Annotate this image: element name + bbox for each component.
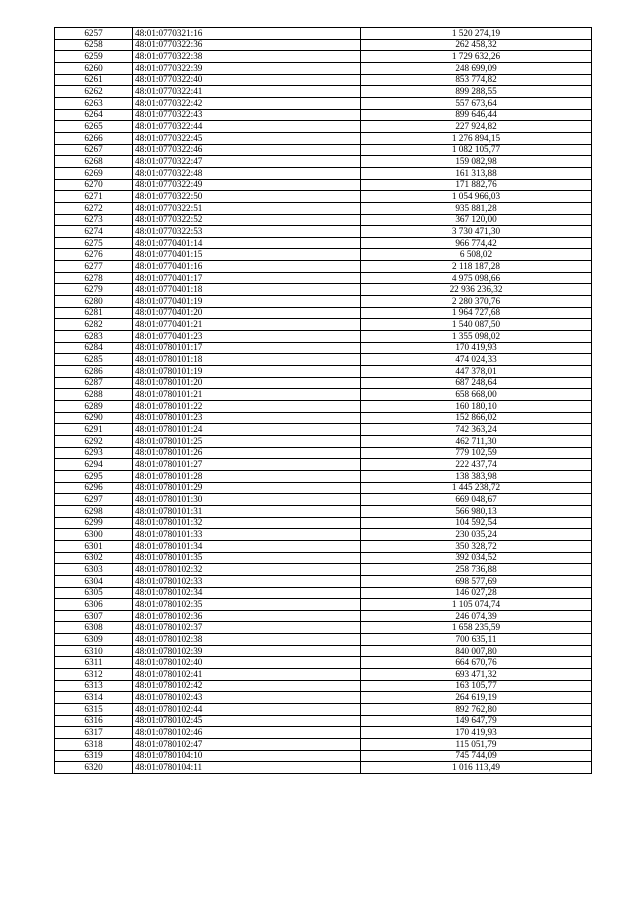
cadastral-value-cell: 227 924,82 xyxy=(361,121,592,133)
cadastral-number-cell: 48:01:0770322:50 xyxy=(133,191,361,203)
cadastral-value-cell: 1 054 966,03 xyxy=(361,191,592,203)
table-row xyxy=(55,39,592,51)
cadastral-value-cell: 246 074,39 xyxy=(361,610,592,622)
row-number-cell: 6287 xyxy=(55,377,133,389)
table-row xyxy=(55,156,592,168)
table-row xyxy=(55,319,592,331)
cadastral-number-cell: 48:01:0780102:40 xyxy=(133,657,361,669)
cadastral-value-cell: 222 437,74 xyxy=(361,459,592,471)
cadastral-number-cell: 48:01:0770322:53 xyxy=(133,226,361,238)
cadastral-number-cell: 48:01:0780101:20 xyxy=(133,377,361,389)
cadastral-number-cell: 48:01:0770401:17 xyxy=(133,272,361,284)
row-number-cell: 6277 xyxy=(55,261,133,273)
cadastral-number-cell: 48:01:0780101:32 xyxy=(133,517,361,529)
cadastral-number-cell: 48:01:0780101:35 xyxy=(133,552,361,564)
cadastral-number-cell: 48:01:0770322:51 xyxy=(133,202,361,214)
cadastral-value-cell: 779 102,59 xyxy=(361,447,592,459)
row-number-cell: 6268 xyxy=(55,156,133,168)
cadastral-number-cell: 48:01:0770322:39 xyxy=(133,62,361,74)
table-row xyxy=(55,459,592,471)
table-row xyxy=(55,412,592,424)
table-row xyxy=(55,109,592,121)
row-number-cell: 6298 xyxy=(55,505,133,517)
row-number-cell: 6267 xyxy=(55,144,133,156)
row-number-cell: 6275 xyxy=(55,237,133,249)
row-number-cell: 6314 xyxy=(55,692,133,704)
row-number-cell: 6319 xyxy=(55,750,133,762)
row-number-cell: 6265 xyxy=(55,121,133,133)
table-row xyxy=(55,424,592,436)
cadastral-value-cell: 1 729 632,26 xyxy=(361,51,592,63)
row-number-cell: 6274 xyxy=(55,226,133,238)
cadastral-number-cell: 48:01:0780104:10 xyxy=(133,750,361,762)
cadastral-value-cell: 138 383,98 xyxy=(361,470,592,482)
table-row xyxy=(55,494,592,506)
row-number-cell: 6294 xyxy=(55,459,133,471)
cadastral-value-cell: 899 288,55 xyxy=(361,86,592,98)
table-row xyxy=(55,762,592,774)
table-row xyxy=(55,74,592,86)
table-row xyxy=(55,377,592,389)
cadastral-value-cell: 392 034,52 xyxy=(361,552,592,564)
row-number-cell: 6261 xyxy=(55,74,133,86)
row-number-cell: 6312 xyxy=(55,669,133,681)
row-number-cell: 6262 xyxy=(55,86,133,98)
row-number-cell: 6283 xyxy=(55,331,133,343)
cadastral-number-cell: 48:01:0770322:41 xyxy=(133,86,361,98)
cadastral-value-cell: 2 118 187,28 xyxy=(361,261,592,273)
cadastral-value-cell: 367 120,00 xyxy=(361,214,592,226)
table-row xyxy=(55,680,592,692)
row-number-cell: 6301 xyxy=(55,540,133,552)
cadastral-number-cell: 48:01:0780102:39 xyxy=(133,645,361,657)
table-row xyxy=(55,331,592,343)
table-row xyxy=(55,517,592,529)
table-row xyxy=(55,505,592,517)
row-number-cell: 6284 xyxy=(55,342,133,354)
row-number-cell: 6290 xyxy=(55,412,133,424)
cadastral-number-cell: 48:01:0780102:47 xyxy=(133,739,361,751)
cadastral-value-cell: 557 673,64 xyxy=(361,97,592,109)
table-row xyxy=(55,587,592,599)
table-row xyxy=(55,307,592,319)
row-number-cell: 6308 xyxy=(55,622,133,634)
cadastral-number-cell: 48:01:0770322:45 xyxy=(133,132,361,144)
row-number-cell: 6317 xyxy=(55,727,133,739)
cadastral-value-cell: 669 048,67 xyxy=(361,494,592,506)
cadastral-number-cell: 48:01:0770401:15 xyxy=(133,249,361,261)
cadastral-number-cell: 48:01:0770322:38 xyxy=(133,51,361,63)
cadastral-number-cell: 48:01:0780101:24 xyxy=(133,424,361,436)
cadastral-value-cell: 1 082 105,77 xyxy=(361,144,592,156)
cadastral-value-cell: 664 670,76 xyxy=(361,657,592,669)
table-row xyxy=(55,249,592,261)
cadastral-value-cell: 262 458,32 xyxy=(361,39,592,51)
cadastral-value-cell: 700 635,11 xyxy=(361,634,592,646)
table-row xyxy=(55,739,592,751)
table-body xyxy=(55,28,592,774)
cadastral-value-cell: 1 964 727,68 xyxy=(361,307,592,319)
cadastral-value-cell: 22 936 236,32 xyxy=(361,284,592,296)
cadastral-value-cell: 566 980,13 xyxy=(361,505,592,517)
cadastral-value-cell: 171 882,76 xyxy=(361,179,592,191)
cadastral-value-cell: 230 035,24 xyxy=(361,529,592,541)
table-row xyxy=(55,435,592,447)
row-number-cell: 6281 xyxy=(55,307,133,319)
row-number-cell: 6309 xyxy=(55,634,133,646)
cadastral-value-cell: 687 248,64 xyxy=(361,377,592,389)
table-row xyxy=(55,191,592,203)
cadastral-number-cell: 48:01:0780101:34 xyxy=(133,540,361,552)
row-number-cell: 6315 xyxy=(55,704,133,716)
row-number-cell: 6264 xyxy=(55,109,133,121)
table-row xyxy=(55,704,592,716)
table-row xyxy=(55,669,592,681)
table-row xyxy=(55,599,592,611)
table-row xyxy=(55,237,592,249)
row-number-cell: 6272 xyxy=(55,202,133,214)
table-row xyxy=(55,727,592,739)
cadastral-number-cell: 48:01:0780101:29 xyxy=(133,482,361,494)
table-row xyxy=(55,132,592,144)
row-number-cell: 6266 xyxy=(55,132,133,144)
row-number-cell: 6260 xyxy=(55,62,133,74)
table-row xyxy=(55,634,592,646)
row-number-cell: 6289 xyxy=(55,401,133,413)
cadastral-value-cell: 1 658 235,59 xyxy=(361,622,592,634)
row-number-cell: 6273 xyxy=(55,214,133,226)
cadastral-number-cell: 48:01:0770401:21 xyxy=(133,319,361,331)
cadastral-number-cell: 48:01:0780101:27 xyxy=(133,459,361,471)
row-number-cell: 6313 xyxy=(55,680,133,692)
table-row xyxy=(55,401,592,413)
cadastral-number-cell: 48:01:0780101:19 xyxy=(133,366,361,378)
table-row xyxy=(55,610,592,622)
row-number-cell: 6270 xyxy=(55,179,133,191)
table-row xyxy=(55,296,592,308)
row-number-cell: 6295 xyxy=(55,470,133,482)
row-number-cell: 6257 xyxy=(55,28,133,40)
cadastral-number-cell: 48:01:0780102:33 xyxy=(133,575,361,587)
cadastral-value-cell: 350 328,72 xyxy=(361,540,592,552)
cadastral-number-cell: 48:01:0780101:25 xyxy=(133,435,361,447)
cadastral-number-cell: 48:01:0780101:23 xyxy=(133,412,361,424)
table-row xyxy=(55,284,592,296)
table-row xyxy=(55,214,592,226)
cadastral-number-cell: 48:01:0780101:33 xyxy=(133,529,361,541)
cadastral-number-cell: 48:01:0770322:36 xyxy=(133,39,361,51)
cadastral-value-cell: 742 363,24 xyxy=(361,424,592,436)
row-number-cell: 6282 xyxy=(55,319,133,331)
row-number-cell: 6318 xyxy=(55,739,133,751)
table-row xyxy=(55,167,592,179)
cadastral-value-cell: 474 024,33 xyxy=(361,354,592,366)
cadastral-number-cell: 48:01:0780101:17 xyxy=(133,342,361,354)
row-number-cell: 6310 xyxy=(55,645,133,657)
row-number-cell: 6276 xyxy=(55,249,133,261)
cadastral-value-cell: 115 051,79 xyxy=(361,739,592,751)
cadastral-number-cell: 48:01:0770401:16 xyxy=(133,261,361,273)
table-row xyxy=(55,692,592,704)
cadastral-number-cell: 48:01:0770322:40 xyxy=(133,74,361,86)
cadastral-number-cell: 48:01:0780101:28 xyxy=(133,470,361,482)
table-row xyxy=(55,540,592,552)
cadastral-number-cell: 48:01:0780102:41 xyxy=(133,669,361,681)
row-number-cell: 6316 xyxy=(55,715,133,727)
row-number-cell: 6288 xyxy=(55,389,133,401)
table-row xyxy=(55,226,592,238)
table-row xyxy=(55,529,592,541)
row-number-cell: 6258 xyxy=(55,39,133,51)
cadastral-value-cell: 2 280 370,76 xyxy=(361,296,592,308)
cadastral-value-cell: 840 007,80 xyxy=(361,645,592,657)
row-number-cell: 6311 xyxy=(55,657,133,669)
cadastral-value-cell: 1 520 274,19 xyxy=(361,28,592,40)
table-row xyxy=(55,447,592,459)
table-row xyxy=(55,144,592,156)
cadastral-number-cell: 48:01:0770322:43 xyxy=(133,109,361,121)
row-number-cell: 6280 xyxy=(55,296,133,308)
cadastral-value-cell: 6 508,02 xyxy=(361,249,592,261)
row-number-cell: 6286 xyxy=(55,366,133,378)
row-number-cell: 6291 xyxy=(55,424,133,436)
table-row xyxy=(55,645,592,657)
table-row xyxy=(55,470,592,482)
cadastral-number-cell: 48:01:0770401:20 xyxy=(133,307,361,319)
table-row xyxy=(55,121,592,133)
cadastral-number-cell: 48:01:0780102:43 xyxy=(133,692,361,704)
table-row xyxy=(55,179,592,191)
cadastral-value-cell: 146 027,28 xyxy=(361,587,592,599)
row-number-cell: 6320 xyxy=(55,762,133,774)
row-number-cell: 6292 xyxy=(55,435,133,447)
cadastral-number-cell: 48:01:0780104:11 xyxy=(133,762,361,774)
cadastral-value-cell: 462 711,30 xyxy=(361,435,592,447)
cadastral-number-cell: 48:01:0780102:36 xyxy=(133,610,361,622)
table-row xyxy=(55,482,592,494)
cadastral-number-cell: 48:01:0780102:37 xyxy=(133,622,361,634)
cadastral-value-cell: 658 668,00 xyxy=(361,389,592,401)
table-row xyxy=(55,750,592,762)
row-number-cell: 6299 xyxy=(55,517,133,529)
cadastral-number-cell: 48:01:0770322:49 xyxy=(133,179,361,191)
cadastral-value-cell: 935 881,28 xyxy=(361,202,592,214)
cadastral-value-cell: 698 577,69 xyxy=(361,575,592,587)
cadastral-value-cell: 4 975 098,66 xyxy=(361,272,592,284)
table-row xyxy=(55,657,592,669)
table-row xyxy=(55,51,592,63)
row-number-cell: 6263 xyxy=(55,97,133,109)
cadastral-number-cell: 48:01:0770322:42 xyxy=(133,97,361,109)
cadastral-number-cell: 48:01:0770322:46 xyxy=(133,144,361,156)
table-row xyxy=(55,354,592,366)
table-row xyxy=(55,575,592,587)
table-row xyxy=(55,389,592,401)
cadastral-value-cell: 693 471,32 xyxy=(361,669,592,681)
row-number-cell: 6302 xyxy=(55,552,133,564)
cadastral-number-cell: 48:01:0780101:18 xyxy=(133,354,361,366)
cadastral-value-cell: 966 774,42 xyxy=(361,237,592,249)
row-number-cell: 6300 xyxy=(55,529,133,541)
cadastral-number-cell: 48:01:0780101:26 xyxy=(133,447,361,459)
cadastral-value-cell: 1 016 113,49 xyxy=(361,762,592,774)
cadastral-number-cell: 48:01:0770322:48 xyxy=(133,167,361,179)
cadastral-value-cell: 170 419,93 xyxy=(361,342,592,354)
cadastral-value-cell: 1 355 098,02 xyxy=(361,331,592,343)
table-row xyxy=(55,622,592,634)
cadastral-number-cell: 48:01:0780101:31 xyxy=(133,505,361,517)
row-number-cell: 6259 xyxy=(55,51,133,63)
cadastral-number-cell: 48:01:0770401:23 xyxy=(133,331,361,343)
cadastral-value-cell: 258 736,88 xyxy=(361,564,592,576)
cadastral-value-cell: 159 082,98 xyxy=(361,156,592,168)
table-row xyxy=(55,202,592,214)
cadastral-number-cell: 48:01:0780101:22 xyxy=(133,401,361,413)
row-number-cell: 6297 xyxy=(55,494,133,506)
cadastral-value-cell: 899 646,44 xyxy=(361,109,592,121)
row-number-cell: 6278 xyxy=(55,272,133,284)
cadastral-number-cell: 48:01:0770401:19 xyxy=(133,296,361,308)
row-number-cell: 6271 xyxy=(55,191,133,203)
row-number-cell: 6306 xyxy=(55,599,133,611)
row-number-cell: 6307 xyxy=(55,610,133,622)
row-number-cell: 6285 xyxy=(55,354,133,366)
cadastral-value-cell: 170 419,93 xyxy=(361,727,592,739)
row-number-cell: 6279 xyxy=(55,284,133,296)
cadastral-value-cell: 161 313,88 xyxy=(361,167,592,179)
table-row xyxy=(55,28,592,40)
cadastral-value-cell: 163 105,77 xyxy=(361,680,592,692)
table-row xyxy=(55,366,592,378)
table-row xyxy=(55,715,592,727)
cadastral-number-cell: 48:01:0770322:44 xyxy=(133,121,361,133)
cadastral-number-cell: 48:01:0770321:16 xyxy=(133,28,361,40)
row-number-cell: 6305 xyxy=(55,587,133,599)
cadastral-value-cell: 1 105 074,74 xyxy=(361,599,592,611)
table-row xyxy=(55,62,592,74)
cadastral-value-cell: 745 744,09 xyxy=(361,750,592,762)
cadastral-value-cell: 160 180,10 xyxy=(361,401,592,413)
table-row xyxy=(55,342,592,354)
cadastral-number-cell: 48:01:0780102:32 xyxy=(133,564,361,576)
cadastral-number-cell: 48:01:0780101:21 xyxy=(133,389,361,401)
cadastral-number-cell: 48:01:0770401:14 xyxy=(133,237,361,249)
row-number-cell: 6304 xyxy=(55,575,133,587)
table-row xyxy=(55,86,592,98)
table-row xyxy=(55,261,592,273)
cadastral-number-cell: 48:01:0770322:47 xyxy=(133,156,361,168)
cadastral-value-cell: 3 730 471,30 xyxy=(361,226,592,238)
cadastral-value-table xyxy=(54,27,592,774)
cadastral-value-cell: 1 276 894,15 xyxy=(361,132,592,144)
cadastral-number-cell: 48:01:0780102:46 xyxy=(133,727,361,739)
cadastral-value-cell: 447 378,01 xyxy=(361,366,592,378)
cadastral-number-cell: 48:01:0780102:45 xyxy=(133,715,361,727)
cadastral-value-cell: 104 592,54 xyxy=(361,517,592,529)
cadastral-number-cell: 48:01:0780102:44 xyxy=(133,704,361,716)
row-number-cell: 6293 xyxy=(55,447,133,459)
table-row xyxy=(55,97,592,109)
cadastral-value-cell: 152 866,02 xyxy=(361,412,592,424)
cadastral-value-cell: 248 699,09 xyxy=(361,62,592,74)
cadastral-number-cell: 48:01:0780102:42 xyxy=(133,680,361,692)
cadastral-value-cell: 853 774,82 xyxy=(361,74,592,86)
row-number-cell: 6296 xyxy=(55,482,133,494)
cadastral-number-cell: 48:01:0780101:30 xyxy=(133,494,361,506)
cadastral-number-cell: 48:01:0770401:18 xyxy=(133,284,361,296)
cadastral-number-cell: 48:01:0770322:52 xyxy=(133,214,361,226)
row-number-cell: 6269 xyxy=(55,167,133,179)
table-row xyxy=(55,272,592,284)
cadastral-value-cell: 892 762,80 xyxy=(361,704,592,716)
cadastral-value-cell: 1 540 087,50 xyxy=(361,319,592,331)
cadastral-number-cell: 48:01:0780102:38 xyxy=(133,634,361,646)
cadastral-value-cell: 149 647,79 xyxy=(361,715,592,727)
cadastral-value-cell: 1 445 238,72 xyxy=(361,482,592,494)
cadastral-value-cell: 264 619,19 xyxy=(361,692,592,704)
table-row xyxy=(55,552,592,564)
cadastral-number-cell: 48:01:0780102:34 xyxy=(133,587,361,599)
row-number-cell: 6303 xyxy=(55,564,133,576)
cadastral-number-cell: 48:01:0780102:35 xyxy=(133,599,361,611)
table-row xyxy=(55,564,592,576)
